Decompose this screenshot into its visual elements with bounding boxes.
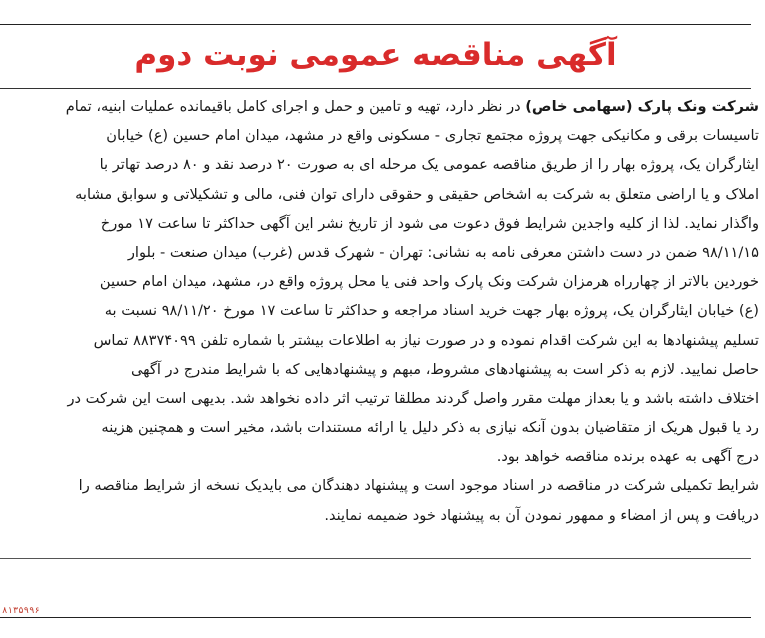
notice-line-13: درج آگهی به عهده برنده مناقصه خواهد بود. bbox=[496, 448, 759, 466]
notice-title: آگهی مناقصه عمومی نوبت دوم bbox=[134, 37, 617, 73]
notice-line-9: تسلیم پیشنهادها به این شرکت اقدام نموده و در صورت نیاز به اطلاعات بیشتر با شماره تلفن ۸۸۳۷۴۰۹۹ تماس bbox=[93, 331, 759, 349]
notice-line-8: (ع) خیابان ایثارگران یک، پروژه بهار جهت خرید اسناد مراجعه و حداکثر تا ساعت ۱۷ مورخ ۹۸/۱۱/۲۰ نسبت به bbox=[104, 302, 759, 320]
notice-body bbox=[0, 92, 765, 530]
notice-line-4: املاک و یا اراضی متعلق به شرکت به اشخاص حقیقی و حقوقی دارای توان فنی، مالی و تشکیلاتی و سوابق مشابه bbox=[75, 185, 759, 203]
notice-line-1-text: در نظر دارد، تهیه و تامین و حمل و اجرای کامل باقیمانده عملیات ابنیه، تمام bbox=[65, 98, 526, 115]
footer-line-2: دریافت و پس از امضاء و ممهور نمودن آن به پیشنهاد خود ضمیمه نمایند. bbox=[324, 506, 759, 524]
notice-line-11: اختلاف داشته باشد و یا بعداز مهلت مقرر واصل گردند مطلقا ترتیب اثر داده نخواهد شد. بدیهی است این شرکت در bbox=[67, 389, 759, 407]
title-divider bbox=[0, 88, 751, 89]
footer-divider bbox=[0, 558, 751, 559]
notice-line-3: ایثارگران یک، پروژه بهار را از طریق مناقصه عمومی یک مرحله ای به صورت ۲۰ درصد نقد و ۸۰ درصد تهاتر با bbox=[99, 156, 759, 174]
footer-line-1: شرایط تکمیلی شرکت در مناقصه در اسناد موجود است و پیشنهاد دهندگان می بایدیک نسخه از شرایط مناقصه را bbox=[78, 477, 759, 495]
notice-line-6: ۹۸/۱۱/۱۵ ضمن در دست داشتن معرفی نامه به نشانی: تهران - شهرک قدس (غرب) میدان صنعت - بلوار bbox=[127, 243, 759, 261]
notice-line-1 bbox=[0, 92, 765, 121]
notice-line-10: حاصل نمایید. لازم به ذکر است به پیشنهادهای مشروط، مبهم و پیشنهادهایی که با شرایط مندرج در آگهی bbox=[131, 360, 759, 378]
company-name: شرکت ونک پارک (سهامی خاص) bbox=[525, 98, 759, 115]
notice-line-2: تاسیسات برقی و مکانیکی جهت پروژه مجتمع تجاری - مسکونی واقع در مشهد، میدان امام حسین (ع) خیابان bbox=[106, 127, 759, 145]
notice-line-5: واگذار نماید. لذا از کلیه واجدین شرایط فوق دعوت می شود از تاریخ نشر این آگهی حداکثر تا ساعت ۱۷ مورخ bbox=[100, 214, 759, 232]
notice-line-7: خوردین بالاتر از چهارراه هرمزان شرکت ونک پارک واحد فنی یا محل پروژه واقع در، مشهد، میدان امام حسین bbox=[99, 273, 759, 291]
ad-code: ۸۱۳۵۹۹۶ bbox=[2, 606, 40, 616]
notice-line-12: رد یا قبول هریک از متقاضیان بدون آنکه نیازی به ذکر دلیل یا ارائه مستندات باشد، مخیر است و همچنین هزینه bbox=[101, 419, 759, 437]
